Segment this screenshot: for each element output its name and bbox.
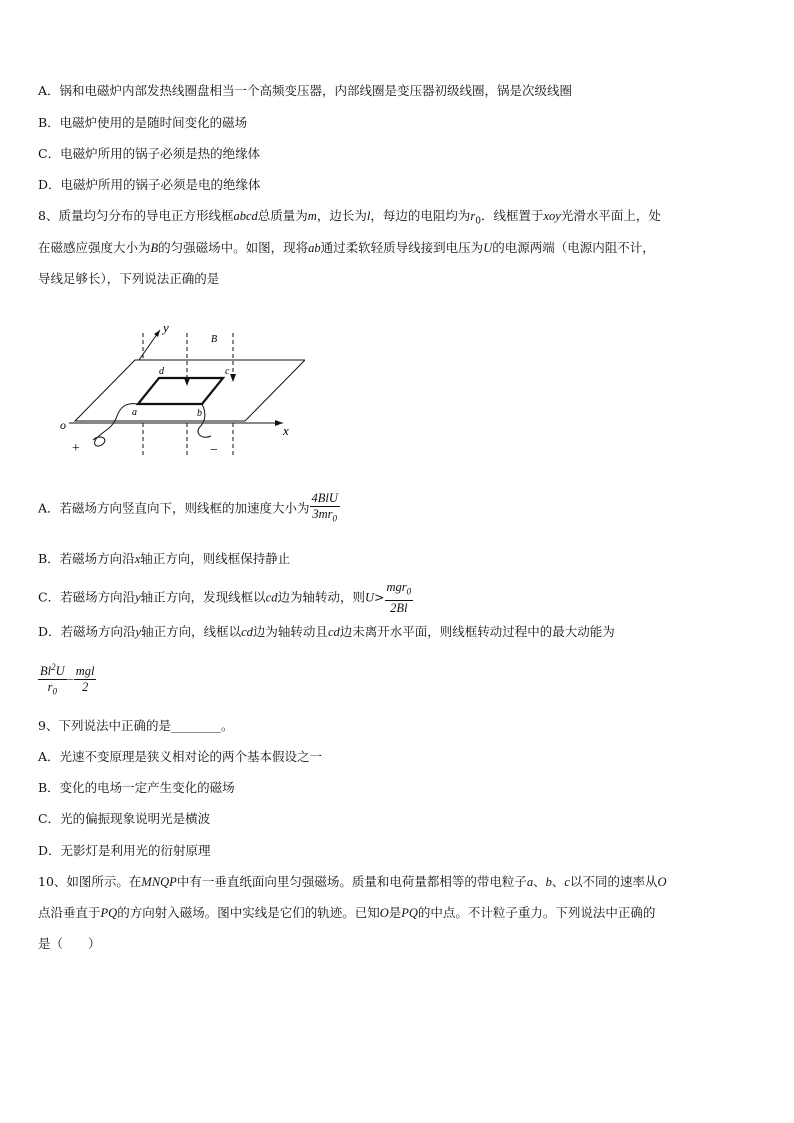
vertex-d-label: d	[159, 366, 164, 377]
q8-option-d-fraction-1	[38, 660, 67, 700]
q10-var-b: b	[545, 875, 552, 889]
q8-figure	[55, 318, 305, 468]
q10-stem-line1: 10、如图所示。在MNQP中有一垂直纸面向里匀强磁场。质量和电荷量都相等的带电粒子a、b、c以不同的速率从O	[38, 874, 667, 889]
q8-option-d-answer	[38, 660, 96, 700]
q8-option-c-fraction	[385, 580, 414, 616]
fraction-denominator: 2Bl	[390, 600, 408, 615]
q8-stem-line2	[38, 240, 655, 256]
q8-stem-text: 的电源两端（电源内阻不计，	[492, 240, 655, 255]
q8-stem-line1	[38, 208, 661, 230]
y-axis-label: y	[163, 320, 169, 335]
origin-label: o	[60, 418, 66, 432]
x-axis-arrow	[275, 420, 283, 426]
greater-than-sign: >	[374, 589, 385, 605]
q8-option-d-text: D．若磁场方向沿	[38, 624, 136, 639]
q8-stem-text: ，边长为	[316, 208, 367, 223]
q8-option-a	[38, 491, 340, 527]
field-arrow	[230, 374, 236, 382]
q8-option-b-text: 轴正方向，则线框保持静止	[140, 551, 291, 566]
q8-option-d-text: 轴正方向，线框以	[141, 624, 242, 639]
q8-stem-text: ．线框置于	[480, 208, 544, 223]
q8-stem-text: ，每边的电阻均为	[370, 208, 471, 223]
positive-terminal-label: +	[71, 441, 81, 456]
q8-stem-text: 8、质量均匀分布的导电正方形线框	[38, 208, 234, 223]
q10-stem-text: 点沿垂直于	[38, 905, 101, 920]
q9-stem: 9、下列说法中正确的是________。	[38, 718, 234, 733]
q8-var-r0: r	[470, 209, 476, 223]
q8-var-abcd: abcd	[233, 209, 258, 223]
q8-var-y: y	[135, 625, 142, 639]
q7-option-a: A．锅和电磁炉内部发热线圈盘相当一个高频变压器，内部线圈是变压器初级线圈，锅是次级线圈	[38, 83, 573, 98]
fraction-denominator: 2	[81, 680, 89, 695]
q10-stem-text: 10、如图所示。在	[38, 874, 142, 889]
fraction-numerator: Bl$^2$U	[40, 662, 65, 679]
vertex-a-label: a	[132, 407, 137, 418]
q10-var-c: c	[564, 875, 570, 889]
q8-stem-text: 在磁感应强度大小为	[38, 240, 151, 255]
q8-var-m: m	[307, 209, 317, 223]
q7-option-d: D．电磁炉所用的锅子必须是电的绝缘体	[38, 177, 261, 192]
q8-stem-text: 总质量为	[257, 208, 308, 223]
q8-var-B: B	[150, 241, 159, 255]
q10-stem-line3: 是（ ）	[38, 936, 101, 951]
q8-stem-text: 的匀强磁场中。如图，现将	[158, 240, 309, 255]
q8-option-a-fraction	[310, 491, 340, 527]
q10-var-O: O	[657, 875, 667, 889]
q9-option-b: B．变化的电场一定产生变化的磁场	[38, 780, 235, 795]
q8-var-l: l	[366, 209, 371, 223]
field-label: B	[211, 334, 218, 345]
magnetic-field-lines	[143, 333, 233, 458]
q10-var-a: a	[526, 875, 534, 889]
q8-var-y: y	[135, 590, 141, 605]
q10-var-PQ: PQ	[401, 906, 418, 920]
fraction-numerator: mgl	[75, 664, 95, 679]
q9-option-d: D．无影灯是利用光的衍射原理	[38, 843, 211, 858]
q8-stem-line3: 导线足够长），下列说法正确的是	[38, 271, 220, 286]
q8-var-U: U	[483, 241, 493, 255]
x-axis-label: x	[283, 423, 289, 438]
q8-var-cd: cd	[327, 625, 340, 639]
q7-option-c: C．电磁炉所用的锅子必须是热的绝缘体	[38, 146, 261, 161]
q7-option-b: B．电磁炉使用的是随时间变化的磁场	[38, 115, 248, 130]
q10-stem-text: 以不同的速率从	[569, 874, 658, 889]
q8-option-c-text: 边为轴转动，则	[277, 589, 365, 605]
q8-option-b-text: B．若磁场方向沿	[38, 551, 135, 566]
q8-option-d-text: 边为轴转动且	[252, 624, 328, 639]
q10-var-O: O	[379, 906, 389, 920]
horizontal-plane	[75, 360, 305, 421]
q8-option-d	[38, 624, 615, 640]
fraction-numerator: 4BlU	[311, 491, 338, 505]
q8-option-d-fraction-2	[74, 664, 97, 695]
q8-stem-text: 通过柔软轻质导线接到电压为	[320, 240, 484, 255]
q10-stem-text: 的方向射入磁场。图中实线是它们的轨迹。已知	[117, 905, 380, 920]
q10-var-PQ: PQ	[100, 906, 118, 920]
q8-var-xoy: xoy	[543, 209, 561, 223]
q9-option-a: A．光速不变原理是狭义相对论的两个基本假设之一	[38, 749, 323, 764]
q8-option-d-text: 边未离开水平面，则线框转动过程中的最大动能为	[339, 624, 615, 639]
vertex-b-label: b	[197, 408, 202, 419]
q10-var-MNQP: MNQP	[141, 875, 177, 889]
negative-terminal-label: −	[209, 443, 219, 458]
q10-stem-text: 的中点。不计粒子重力。下列说法中正确的	[417, 905, 656, 920]
fraction-denominator: $r_0$	[47, 680, 57, 697]
q9-option-c: C．光的偏振现象说明光是横波	[38, 811, 211, 826]
q8-var-r0-sub: 0	[475, 216, 481, 227]
q8-option-c-text: C．若磁场方向沿	[38, 589, 136, 605]
fraction-denominator: $3mr_0$	[312, 507, 338, 524]
vertex-c-label: c	[225, 366, 230, 377]
y-axis-arrow	[154, 330, 160, 337]
q8-option-b	[38, 551, 290, 567]
q8-option-a-text: A．若磁场方向竖直向下，则线框的加速度大小为	[38, 500, 310, 516]
fraction-numerator: mgr$_0$	[385, 580, 414, 601]
field-arrow	[184, 378, 190, 386]
q8-option-c	[38, 580, 413, 616]
q8-option-c-text: 轴正方向，发现线框以	[140, 589, 266, 605]
q10-stem-text: 中有一垂直纸面向里匀强磁场。质量和电荷量都相等的带电粒子	[176, 874, 527, 889]
q8-var-x: x	[134, 552, 141, 566]
q8-var-cd: cd	[241, 625, 253, 639]
q10-stem-text: 是	[388, 905, 402, 920]
minus-sign: −	[66, 672, 74, 687]
square-loop	[138, 378, 223, 404]
q8-var-cd: cd	[265, 590, 278, 605]
q10-stem-line2	[38, 905, 655, 921]
q8-stem-text: 光滑水平面上，处	[560, 208, 661, 223]
q8-var-ab: ab	[308, 241, 321, 255]
q8-var-U: U	[364, 590, 375, 605]
